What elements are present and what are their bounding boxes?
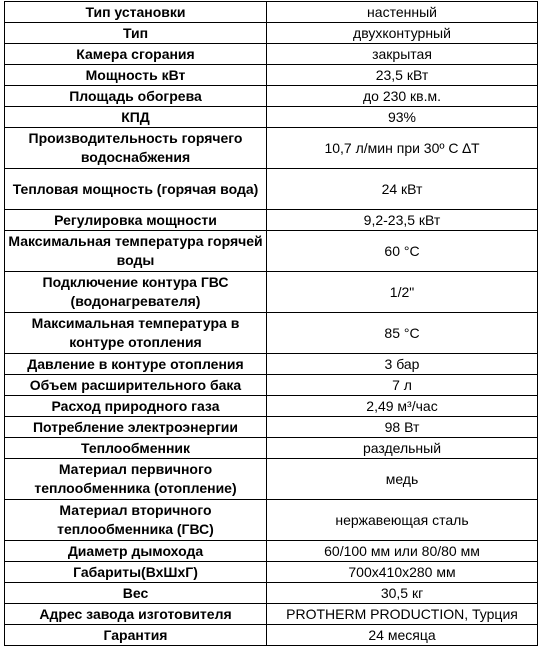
table-row [5,500,538,541]
parameter-value: медь [267,459,538,500]
parameter-value: 1/2" [267,272,538,313]
table-row [5,107,538,128]
table-row [5,313,538,354]
parameter-value: 24 кВт [267,169,538,210]
parameter-name: Камера сгорания [5,44,267,65]
table-row [5,583,538,604]
parameter-value: 85 °C [267,313,538,354]
table-row [5,541,538,562]
parameter-value: до 230 кв.м. [267,86,538,107]
table-row [5,23,538,44]
parameter-name: Диаметр дымохода [5,541,267,562]
parameter-value: 7 л [267,375,538,396]
table-row [5,459,538,500]
parameter-value: 60/100 мм или 80/80 мм [267,541,538,562]
table-row [5,438,538,459]
table-row [5,86,538,107]
parameter-name: Материал вторичного теплообменника (ГВС) [5,500,267,541]
table-row [5,375,538,396]
table-row [5,128,538,169]
parameter-name: Материал первичного теплообменника (отопление) [5,459,267,500]
parameter-value: раздельный [267,438,538,459]
parameter-name: Гарантия [5,625,267,646]
table-row [5,210,538,231]
parameter-name: Тип установки [5,2,267,23]
parameter-value: 60 °C [267,231,538,272]
parameter-value: двухконтурный [267,23,538,44]
parameter-name: Производительность горячего водоснабжения [5,128,267,169]
table-row [5,354,538,375]
parameter-value: 2,49 м³/час [267,396,538,417]
parameter-value: 98 Вт [267,417,538,438]
parameter-value: 23,5 кВт [267,65,538,86]
table-row [5,2,538,23]
table-row [5,625,538,646]
table-row [5,396,538,417]
parameter-value: PROTHERM PRODUCTION, Турция [267,604,538,625]
parameter-value: 9,2-23,5 кВт [267,210,538,231]
table-row [5,44,538,65]
parameter-name: Вес [5,583,267,604]
parameter-name: Давление в контуре отопления [5,354,267,375]
table-row [5,604,538,625]
parameter-name: Адрес завода изготовителя [5,604,267,625]
parameter-name: Мощность кВт [5,65,267,86]
parameter-name: Теплообменник [5,438,267,459]
parameter-name: Тип [5,23,267,44]
table-row [5,169,538,210]
table-row [5,417,538,438]
parameter-name: КПД [5,107,267,128]
parameter-name: Расход природного газа [5,396,267,417]
parameter-name: Потребление электроэнергии [5,417,267,438]
table-row [5,65,538,86]
parameter-value: 93% [267,107,538,128]
parameter-name: Габариты(ВхШхГ) [5,562,267,583]
parameter-value: 10,7 л/мин при 30º С ∆T [267,128,538,169]
parameter-value: 24 месяца [267,625,538,646]
parameter-name: Тепловая мощность (горячая вода) [5,169,267,210]
parameter-value: 700х410х280 мм [267,562,538,583]
parameter-name: Площадь обогрева [5,86,267,107]
parameter-name: Максимальная температура в контуре отопления [5,313,267,354]
parameter-value: настенный [267,2,538,23]
specifications-table [4,1,538,646]
parameter-name: Максимальная температура горячей воды [5,231,267,272]
parameter-value: 30,5 кг [267,583,538,604]
parameter-value: закрытая [267,44,538,65]
table-row [5,562,538,583]
table-row [5,231,538,272]
table-row [5,272,538,313]
parameter-value: 3 бар [267,354,538,375]
parameter-value: нержавеющая сталь [267,500,538,541]
parameter-name: Объем расширительного бака [5,375,267,396]
parameter-name: Регулировка мощности [5,210,267,231]
parameter-name: Подключение контура ГВС (водонагревателя) [5,272,267,313]
